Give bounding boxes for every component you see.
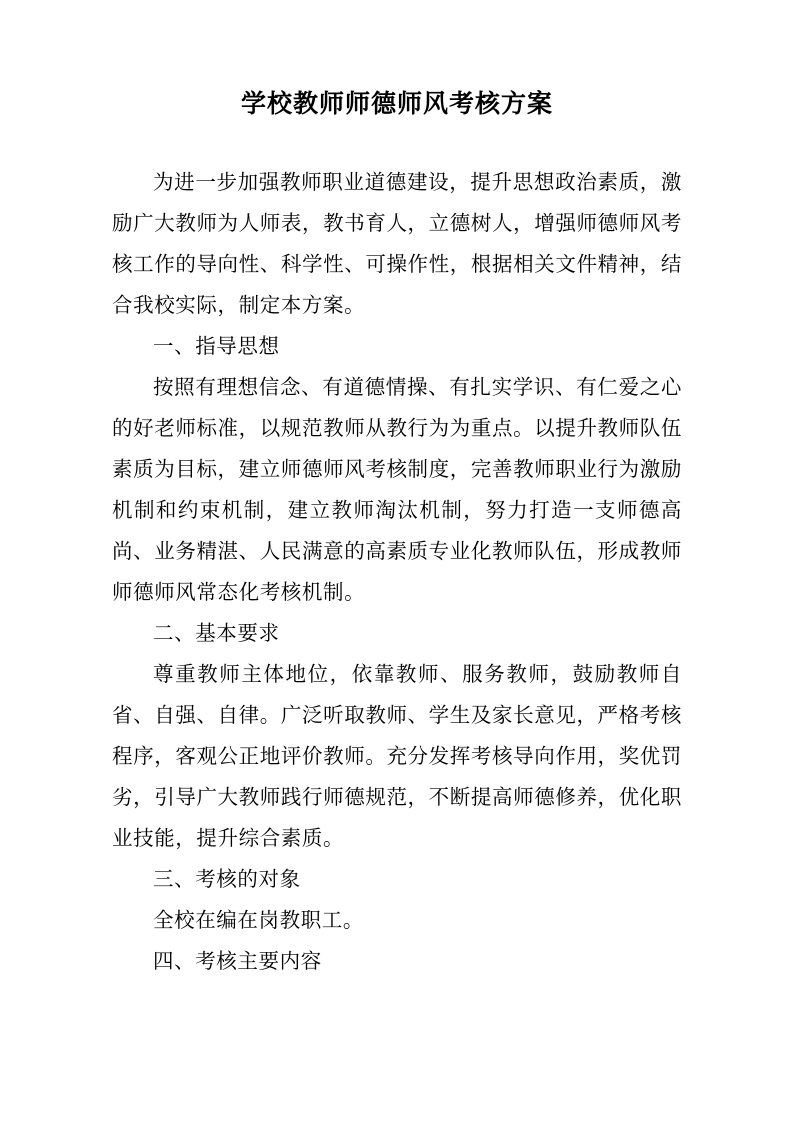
paragraph-guiding-ideology: 按照有理想信念、有道德情操、有扎实学识、有仁爱之心的好老师标准，以规范教师从教行为为重点。以提升教师队伍素质为目标，建立师德师风考核制度，完善教师职业行为激励机制和约束机制，建立教师淘汰机制，努力打造一支师德高尚、业务精湛、人民满意的高素质专业化教师队伍，形成教师师德师风常态化考核机制。 — [112, 375, 682, 604]
paragraph-intro: 为进一步加强教师职业道德建设，提升思想政治素质，激励广大教师为人师表，教书育人，立德树人，增强师德师风考核工作的导向性、科学性、可操作性，根据相关文件精神，结合我校实际，制定本方案。 — [112, 170, 682, 317]
document-body — [112, 84, 682, 982]
paragraph-assessment-targets: 全校在编在岗教职工。 — [153, 908, 364, 932]
paragraph-basic-requirements: 尊重教师主体地位，依靠教师、服务教师，鼓励教师自省、自强、自律。广泛听取教师、学生及家长意见，严格考核程序，客观公正地评价教师。充分发挥考核导向作用，奖优罚劣，引导广大教师践行师德规范，不断提高师德修养，优化职业技能，提升综合素质。 — [112, 662, 682, 850]
page-title: 学校教师师德师风考核方案 — [240, 89, 553, 118]
section-heading-2: 二、基本要求 — [153, 621, 280, 645]
section-heading-1: 一、指导思想 — [153, 334, 280, 358]
section-heading-3: 三、考核的对象 — [153, 867, 301, 891]
section-heading-4: 四、考核主要内容 — [153, 949, 322, 973]
